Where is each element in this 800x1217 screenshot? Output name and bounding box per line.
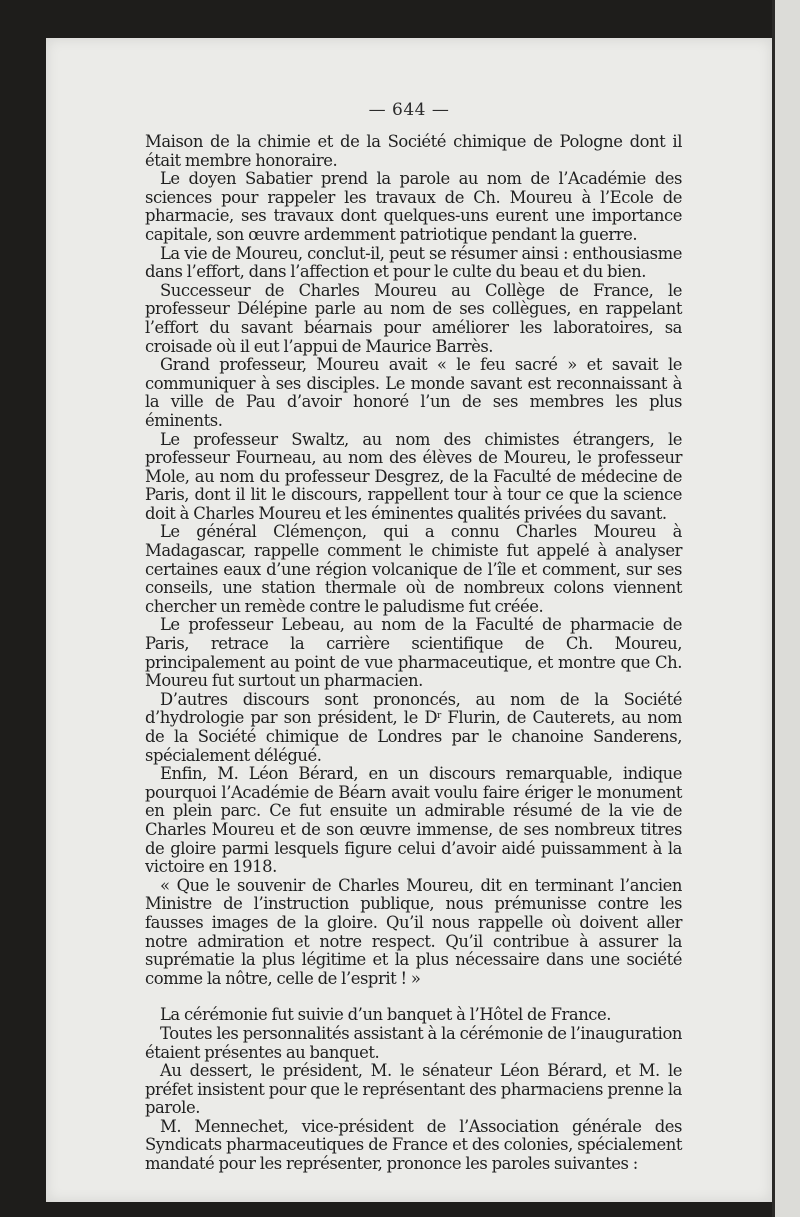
paragraph [145,691,682,765]
paragraph: Le général Clémençon, qui a connu Charles Moureu à Madagascar, rappelle comment le chimiste fut appelé à analyser certaines eaux d’une région volcanique de l’île et comment, sur ses conseils, une station thermale où de nombreux colons viennent chercher un remède contre le paludisme fut créée. [145,522,682,616]
next-page-edge [774,0,800,1217]
page-number: — 644 — [368,100,450,120]
paragraph-text: Flurin, de Cauterets, au nom de la Société chimique de Londres par le chanoine Sanderens, spécialement délégué. [145,708,682,765]
paragraph: Le doyen Sabatier prend la parole au nom de l’Académie des sciences pour rappeler les travaux de Ch. Moureu à l’Ecole de pharmacie, ses travaux dont quelques-uns eurent une importance capitale, son œuvre ardemment patriotique pendant la guerre. [145,169,682,244]
paragraph: Le professeur Swaltz, au nom des chimistes étrangers, le professeur Fourneau, au nom des élèves de Moureu, le professeur Mole, au nom du professeur Desgrez, de la Faculté de médecine de Paris, dont il lit le discours, rappellent tour à tour ce que la science doit à Charles Moureu et les éminentes qualités privées du savant. [145,429,682,523]
paragraph-text: D’autres discours sont prononcés, au nom de la Société d’hydrologie par son président, le D [145,689,682,728]
paragraph: Successeur de Charles Moureu au Collège de France, le professeur Délépine parle au nom de ses collègues, en rappelant l’effort du savant béarnais pour améliorer les laboratoires, sa croisade où il eut l’appui de Maurice Barrès. [145,280,682,356]
paragraph: Enfin, M. Léon Bérard, en un discours remarquable, indique pourquoi l’Académie de Béarn avait voulu faire ériger le monument en plein parc. Ce fut ensuite un admirable résumé de la vie de Charles Moureu et de son œuvre immense, de ses nombreux titres de gloire parmi lesquels figure celui d’avoir aidé puissamment à la victoire en 1918. [145,764,682,877]
paragraph: Toutes les personnalités assistant à la cérémonie de l’inauguration étaient présentes au banquet. [145,1023,682,1062]
paragraph: Au dessert, le président, M. le sénateur Léon Bérard, et M. le préfet insistent pour que le représentant des pharmaciens prenne la parole. [145,1061,682,1118]
paragraph: M. Mennechet, vice-président de l’Association générale des Syndicats pharmaceutiques de France et des colonies, spécialement mandaté pour les représenter, prononce les paroles suivantes : [145,1116,682,1174]
paragraph: Le professeur Lebeau, au nom de la Faculté de pharmacie de Paris, retrace la carrière scientifique de Ch. Moureu, principalement au point de vue pharmaceutique, et montre que Ch. Moureu fut surtout un pharmacien. [145,615,682,691]
paragraph: La cérémonie fut suivie d’un banquet à l’Hôtel de France. [160,1005,612,1025]
paragraph: Grand professeur, Moureu avait « le feu sacré » et savait le communiquer à ses disciples. Le monde savant est reconnaissant à la ville de Pau d’avoir honoré l’un de ses membres les plus éminents. [145,355,682,430]
quotation: « Que le souvenir de Charles Moureu, dit en terminant l’ancien Ministre de l’instruction publique, nous prémunisse contre les fausses images de la gloire. Qu’il nous rappelle où doivent aller notre admiration et notre respect. Qu’il contribue à assurer la suprématie la plus légitime et la plus nécessaire dans une société comme la nôtre, celle de l’esprit ! » [145,875,682,988]
paragraph: La vie de Moureu, conclut-il, peut se résumer ainsi : enthousiasme dans l’effort, dans l’affection et pour le culte du beau et du bien. [145,243,682,282]
superscript: r [437,711,441,722]
body-text [145,133,682,1174]
page-edge-shadow [772,0,775,1217]
paragraph: Maison de la chimie et de la Société chimique de Pologne dont il était membre honoraire. [145,132,682,170]
